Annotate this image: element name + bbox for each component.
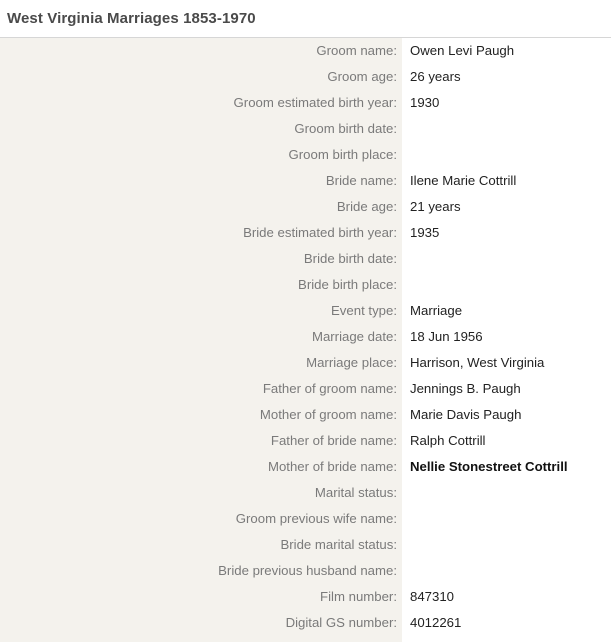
field-row [0, 609, 606, 635]
field-row [0, 583, 606, 609]
field-value: Jennings B. Paugh [410, 380, 521, 396]
field-label: Bride previous husband name: [218, 562, 397, 578]
field-label: Marriage place: [306, 354, 397, 370]
field-value: 4012261 [410, 614, 462, 630]
field-label: Bride birth date: [303, 250, 397, 266]
field-value: Marriage [410, 302, 463, 318]
field-value: Ilene Marie Cottrill [410, 172, 517, 188]
field-label: Groom age: [327, 68, 397, 84]
field-label: Groom previous wife name: [235, 510, 397, 526]
field-row [0, 271, 606, 297]
field-label: Father of bride name: [270, 432, 397, 448]
field-row [0, 401, 606, 427]
field-label: Bride marital status: [280, 536, 397, 552]
field-row [0, 505, 606, 531]
field-row [0, 89, 606, 115]
field-row [0, 557, 606, 583]
field-value: 21 years [410, 198, 461, 214]
field-row [0, 37, 606, 63]
field-value: 1935 [410, 224, 440, 240]
field-label: Marital status: [314, 484, 397, 500]
field-row [0, 479, 606, 505]
field-row [0, 375, 606, 401]
field-row [0, 349, 606, 375]
field-row [0, 427, 606, 453]
field-label: Groom name: [316, 42, 397, 58]
collection-title: West Virginia Marriages 1853-1970 [7, 10, 256, 27]
field-value: Ralph Cottrill [410, 432, 486, 448]
field-label: Bride estimated birth year: [243, 224, 397, 240]
field-value: Harrison, West Virginia [410, 354, 545, 370]
field-value: 18 Jun 1956 [410, 328, 483, 344]
header-bar [0, 0, 611, 38]
field-row [0, 323, 606, 349]
field-label: Marriage date: [311, 328, 397, 344]
field-label: Groom birth place: [288, 146, 397, 162]
field-label: Groom estimated birth year: [233, 94, 397, 110]
field-label: Digital GS number: [285, 614, 397, 630]
field-row [0, 453, 606, 479]
field-label: Mother of bride name: [267, 458, 397, 474]
field-label: Father of groom name: [262, 380, 397, 396]
field-row [0, 141, 606, 167]
field-value: Marie Davis Paugh [410, 406, 522, 422]
field-label: Event type: [331, 302, 397, 318]
field-label: Groom birth date: [294, 120, 397, 136]
record-details [0, 38, 606, 642]
field-row [0, 297, 606, 323]
field-label: Film number: [320, 588, 397, 604]
field-label: Mother of groom name: [259, 406, 397, 422]
field-row [0, 245, 606, 271]
field-value: 847310 [410, 588, 455, 604]
field-row [0, 167, 606, 193]
field-list [0, 37, 606, 635]
field-label: Bride birth place: [298, 276, 397, 292]
field-row [0, 531, 606, 557]
field-row [0, 193, 606, 219]
field-row [0, 219, 606, 245]
field-label: Bride name: [325, 172, 397, 188]
field-row [0, 63, 606, 89]
field-label: Bride age: [336, 198, 397, 214]
field-value: 1930 [410, 94, 440, 110]
field-value: Nellie Stonestreet Cottrill [410, 458, 568, 474]
field-value: 26 years [410, 68, 461, 84]
field-row [0, 115, 606, 141]
field-value: Owen Levi Paugh [410, 42, 515, 58]
